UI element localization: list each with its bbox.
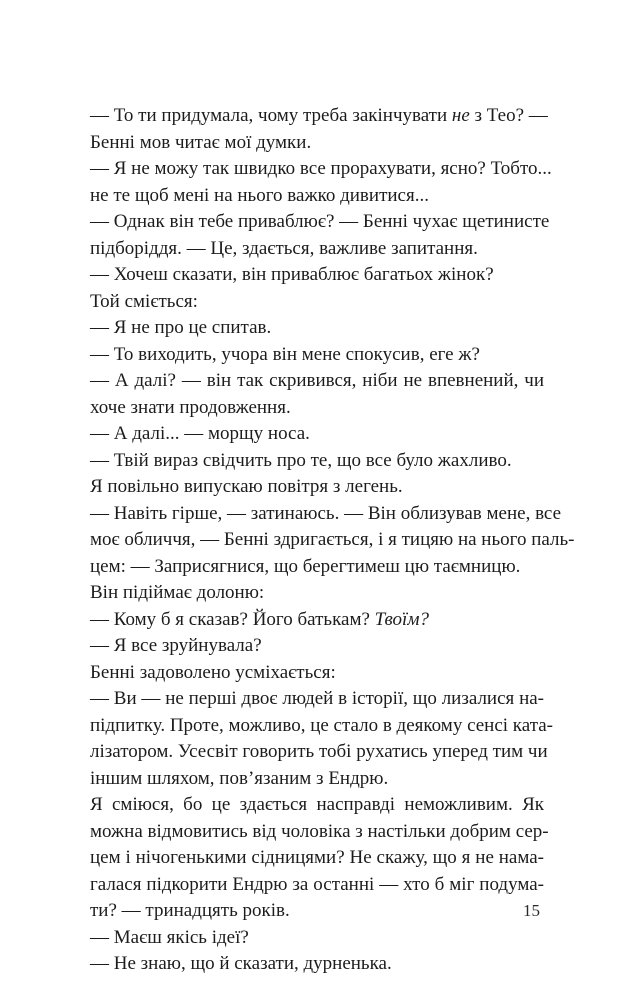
text-line: — Не знаю, що й сказати, дурненька. [90,953,392,974]
text-line: Бенні задоволено усміхається: [90,661,336,683]
text-line: — Навіть гірше, — затинаюсь. — Він облизував мене, все [90,502,562,524]
text-line: можна відмовитись від чоловіка з настільки добрим сер- [90,820,549,842]
text-line: — Я не можу так швидко все прорахувати, ясно? Тобто... [90,158,552,179]
paragraph [90,660,544,687]
paragraph [90,448,544,475]
paragraph [90,607,544,634]
paragraph [90,103,548,156]
text-line: не те щоб мені на нього важко дивитися... [90,184,429,206]
paragraph [90,925,544,952]
paragraph [90,686,553,792]
text-line: Я повільно випускаю повітря з легень. [90,476,403,497]
paragraph [90,474,544,501]
paragraph [90,633,544,660]
text-line: галася підкорити Ендрю за останні — хто б міг подума- [90,873,544,895]
paragraph [90,342,544,369]
text-line: моє обличчя, — Бенні здригається, і я тицяю на нього паль- [90,529,575,550]
text-line: — Кому б я сказав? Його батькам? Твоїм? [90,608,429,630]
paragraph [90,951,544,978]
paragraph [90,792,549,925]
paragraph [90,156,552,209]
text-line: — А далі... — морщу носа. [90,423,310,444]
text-line: — Я не про це спитав. [90,317,272,338]
text-line: лізатором. Усесвіт говорить тобі рухатись уперед тим чи [90,741,548,762]
text-line: Він підіймає долоню: [90,582,265,603]
text-line: — Я все зруйнувала? [90,635,262,656]
text-line: цем і нічогенькими сідницями? Не скажу, що я не нама- [90,847,544,868]
page-number: 15 [523,901,540,920]
paragraph [90,289,544,316]
text-line: підборіддя. — Це, здається, важливе запитання. [90,237,478,259]
paragraph [90,501,575,581]
text-line: — Хочеш сказати, він приваблює багатьох жінок? [90,264,494,285]
paragraph [90,262,544,289]
text-line: — То виходить, учора він мене спокусив, еге ж? [90,343,480,365]
text-line: цем: — Заприсягнися, що берегтимеш цю таємницю. [90,555,521,577]
emphasis: не [451,105,470,126]
text-line: — А далі? — він так скривився, ніби не впевнений, чи [90,370,544,391]
text-line: Той сміється: [90,290,198,312]
text-line: Бенні мов читає мої думки. [90,131,312,153]
paragraph [90,315,544,342]
text-line: — Твій вираз свідчить про те, що все було жахливо. [90,449,512,471]
paragraph [90,421,544,448]
paragraph [90,580,544,607]
text-line: — То ти придумала, чому треба закінчувати не з Тео? — [90,105,548,126]
paragraph [90,209,550,262]
emphasis: Твоїм? [374,608,429,630]
text-line: — Маєш якісь ідеї? [90,926,249,948]
text-line: — Ви — не перші двоє людей в історії, що лизалися на- [90,688,544,709]
text-line: іншим шляхом, пов’язаним з Ендрю. [90,767,389,789]
page-body [90,103,575,978]
paragraph [90,368,544,421]
text-line: — Однак він тебе приваблює? — Бенні чухає щетинисте [90,211,550,232]
text-line: Я сміюся, бо це здається насправді неможливим. Як [90,794,544,815]
text-line: підпитку. Проте, можливо, це стало в деякому сенсі ката- [90,714,553,736]
text-line: ти? — тринадцять років. [90,900,290,921]
text-line: хоче знати продовження. [90,396,291,418]
